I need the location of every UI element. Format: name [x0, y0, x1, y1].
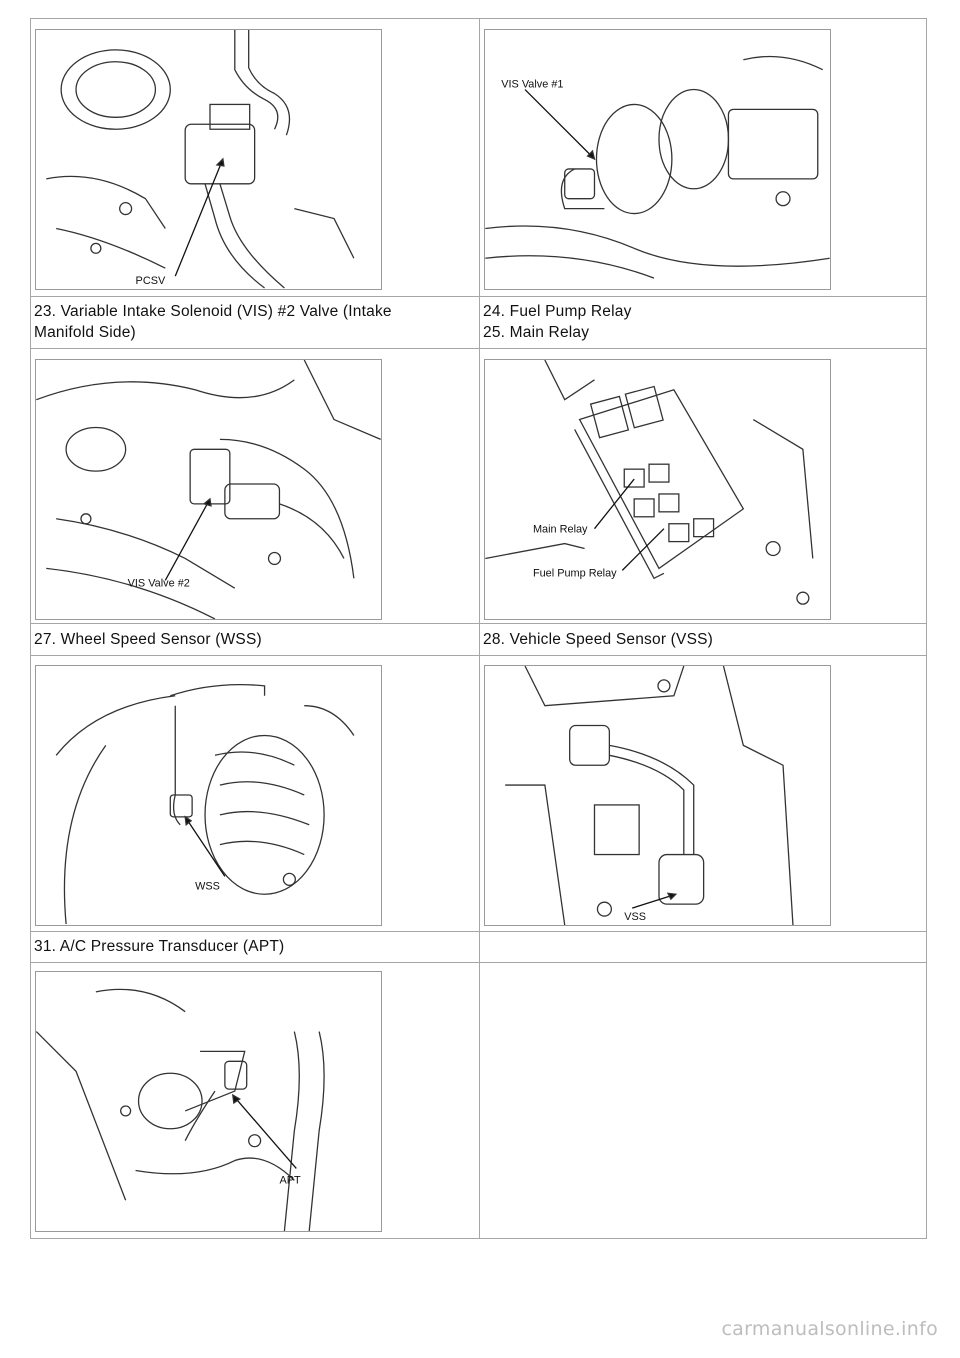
vis-valve-1-label: VIS Valve #1 — [501, 78, 564, 91]
caption-apt — [34, 936, 284, 957]
caption-vss — [483, 629, 713, 650]
caption-line: Manifold Side) — [34, 324, 136, 341]
wss-label: WSS — [195, 880, 220, 893]
caption-line: 31. A/C Pressure Transducer (APT) — [34, 938, 285, 955]
vis-valve-1-figure — [484, 29, 831, 290]
row-divider — [31, 348, 926, 349]
apt-label: APT — [279, 1174, 301, 1187]
caption-line: 23. Variable Intake Solenoid (VIS) #2 Valve (Intake — [34, 303, 392, 320]
vss-label: VSS — [624, 911, 647, 924]
caption-line: 25. Main Relay — [483, 324, 590, 341]
apt-figure — [35, 971, 382, 1232]
caption-line: 24. Fuel Pump Relay — [483, 303, 632, 320]
caption-wss — [34, 629, 262, 650]
pcsv-figure — [35, 29, 382, 290]
fuel-pump-relay-label: Fuel Pump Relay — [532, 567, 617, 580]
row-divider — [31, 296, 926, 297]
main-relay-label: Main Relay — [532, 523, 588, 536]
caption-vis-valve-2 — [34, 301, 392, 343]
wss-figure — [35, 665, 382, 926]
relay-box-figure — [484, 359, 831, 620]
vis-valve-2-label: VIS Valve #2 — [127, 577, 190, 590]
pcsv-label: PCSV — [135, 275, 166, 288]
vss-figure — [484, 665, 831, 926]
vis-valve-2-figure — [35, 359, 382, 620]
row-divider — [31, 931, 926, 932]
caption-line: 27. Wheel Speed Sensor (WSS) — [34, 631, 262, 648]
caption-line: 28. Vehicle Speed Sensor (VSS) — [483, 631, 714, 648]
row-divider — [31, 655, 926, 656]
row-divider — [31, 962, 926, 963]
row-divider — [31, 623, 926, 624]
watermark: carmanualsonline.info — [721, 1318, 938, 1340]
caption-relays — [483, 301, 632, 343]
column-divider — [479, 19, 480, 1238]
